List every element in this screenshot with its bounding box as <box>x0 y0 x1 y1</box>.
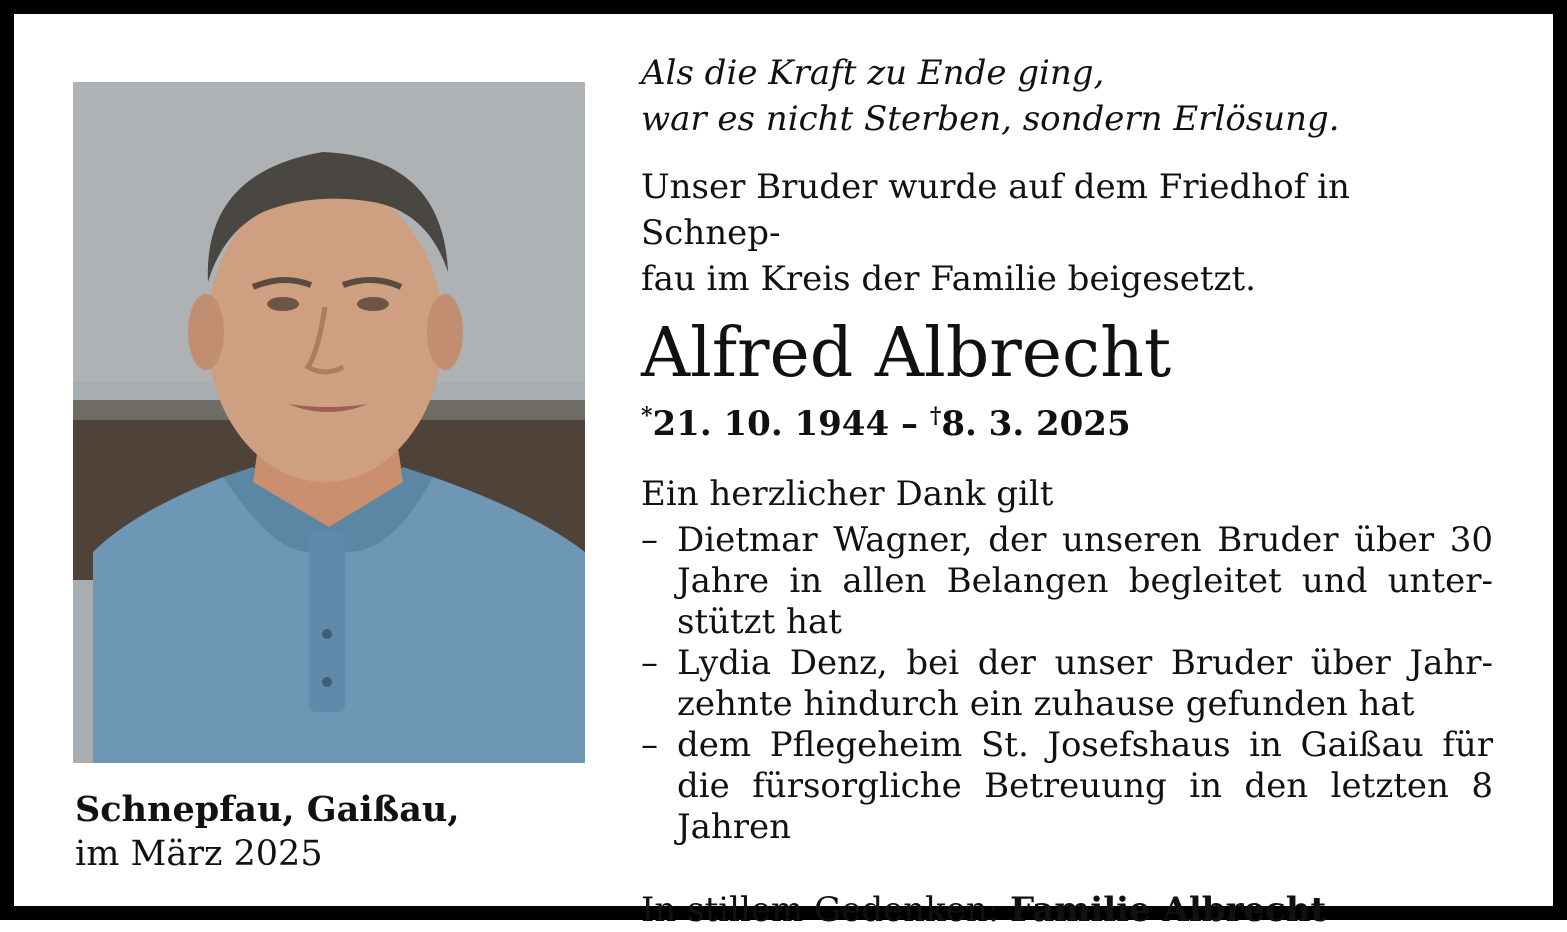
burial-notice-line-2: fau im Kreis der Familie beigesetzt. <box>641 259 1256 299</box>
list-dash: – <box>641 643 658 683</box>
thanks-item-text: dem Pflegeheim St. Josefshaus in Gaißau für die fürsorgliche Betreuung in den letzten 8 Jahren <box>677 725 1493 847</box>
portrait-photo <box>73 82 585 763</box>
thanks-item-text: Lydia Denz, bei der unser Bruder über Jahrzehnte hindurch ein zuhause gefunden hat <box>677 643 1493 724</box>
burial-notice <box>641 164 1493 302</box>
text-column <box>641 50 1493 932</box>
thanks-item <box>641 643 1493 725</box>
thanks-item-text: Dietmar Wagner, der unseren Bruder über 30 Jahre in allen Belangen begleitet und unterstützt hat <box>677 520 1493 642</box>
closing-prefix: In stillem Gedenken: <box>641 890 1010 930</box>
list-dash: – <box>641 725 658 765</box>
birth-symbol: * <box>641 403 653 429</box>
date-separator: – <box>889 404 930 444</box>
list-dash: – <box>641 520 658 560</box>
location-date-caption <box>75 788 460 876</box>
life-dates <box>641 394 1493 446</box>
month-year: im März 2025 <box>75 834 323 874</box>
location-places: Schnepfau, Gaißau, <box>75 789 460 830</box>
thanks-heading: Ein herzlicher Dank gilt <box>641 474 1054 514</box>
thanks-list <box>641 520 1493 848</box>
birth-date: 21. 10. 1944 <box>652 404 890 444</box>
death-date: 8. 3. 2025 <box>941 404 1131 444</box>
death-symbol: † <box>929 403 942 429</box>
deceased-name: Alfred Albrecht <box>641 314 1172 393</box>
thanks-item <box>641 725 1493 848</box>
closing-line <box>641 888 1493 932</box>
motto-line-1: Als die Kraft zu Ende ging, <box>641 53 1105 93</box>
burial-notice-line-1: Unser Bruder wurde auf dem Friedhof in Schnep- <box>641 167 1350 253</box>
portrait-image <box>73 82 585 763</box>
family-name: Familie Albrecht <box>1010 890 1327 930</box>
motto-line-2: war es nicht Sterben, sondern Erlösung. <box>641 99 1340 139</box>
thanks-item <box>641 520 1493 643</box>
motto <box>641 50 1493 142</box>
